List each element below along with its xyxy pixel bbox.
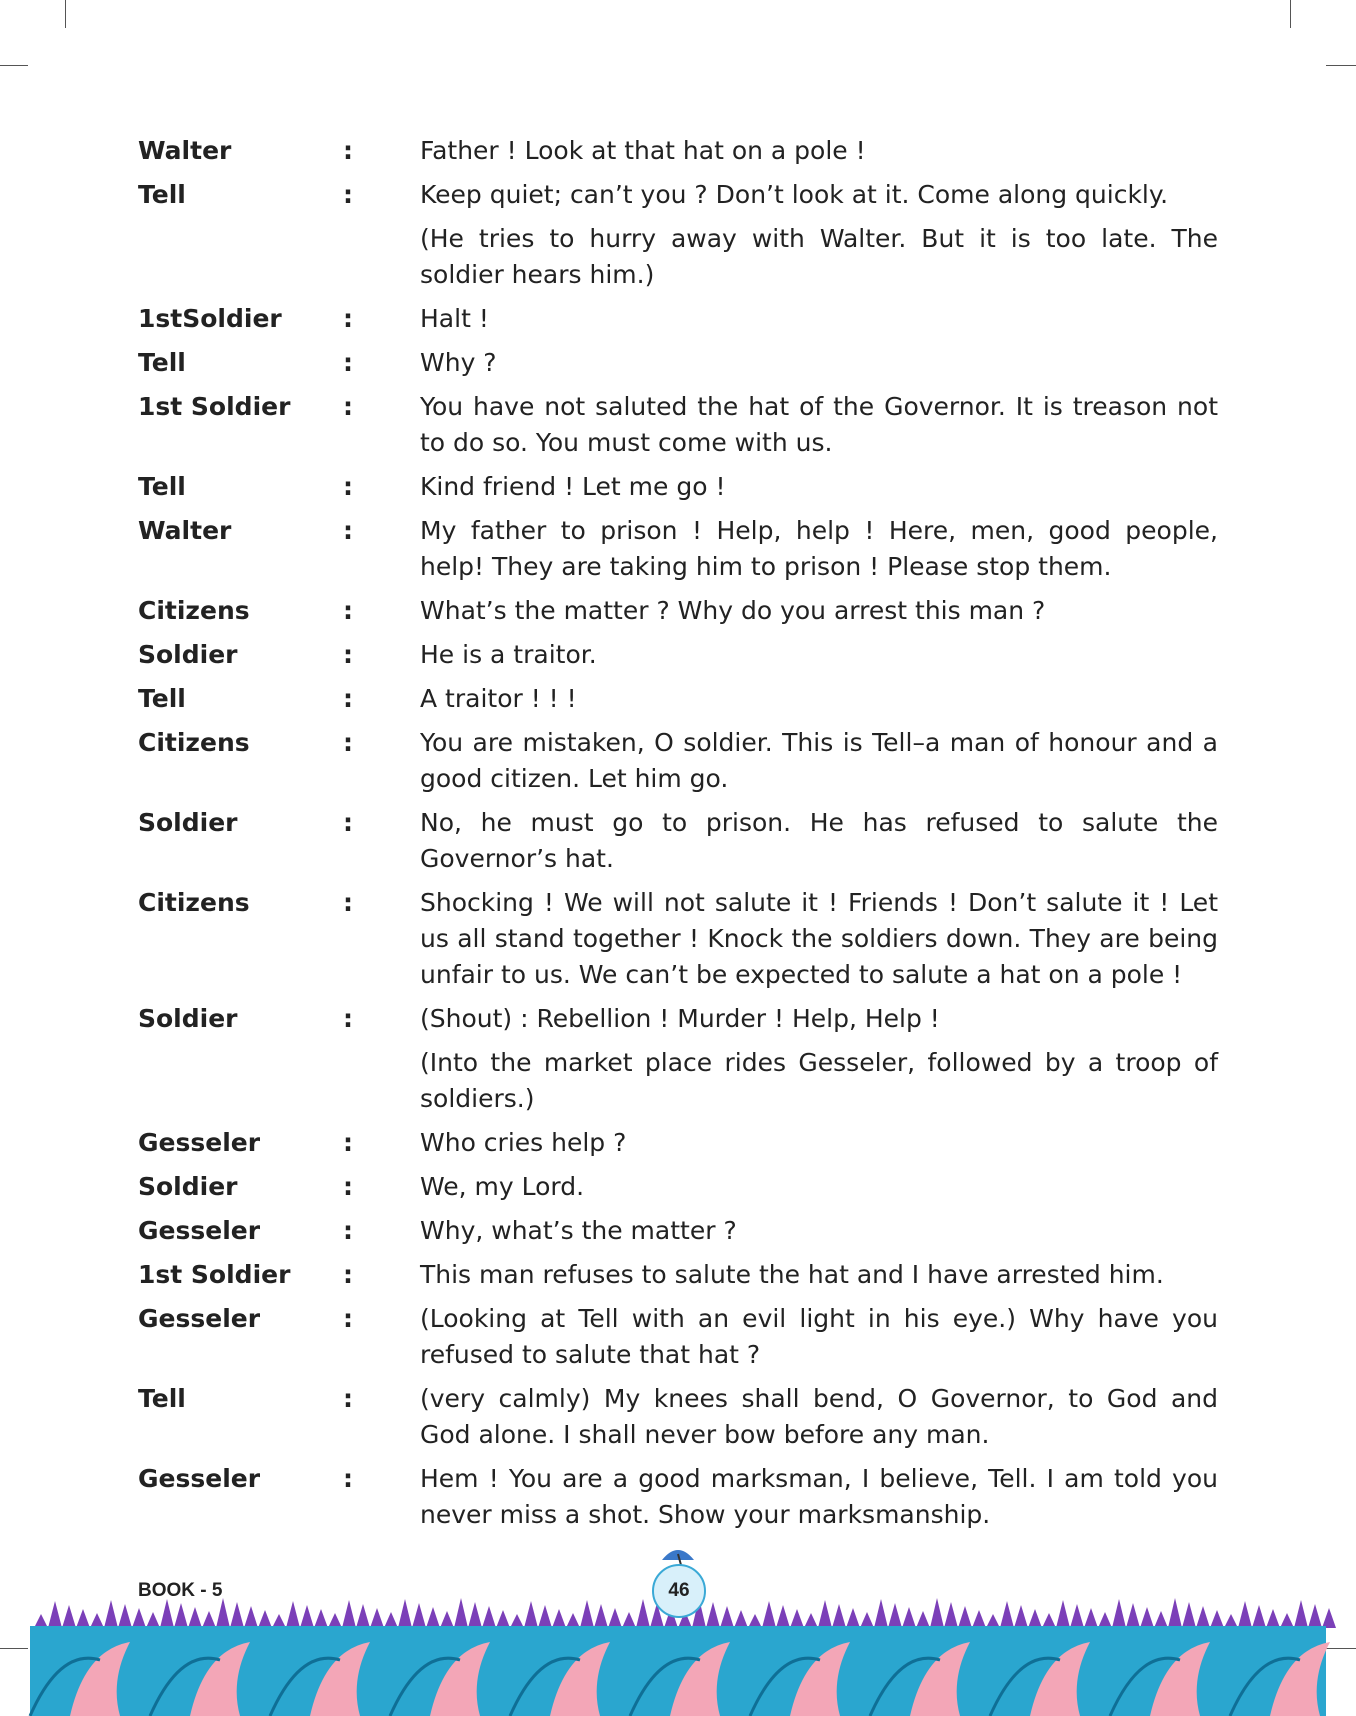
dialogue-text: Keep quiet; can’t you ? Don’t look at it. Come along quickly.	[420, 180, 1169, 209]
dialogue-text: (Looking at Tell with an evil light in his eye.) Why have you refused to salute that hat ?	[420, 1304, 1218, 1369]
dialogue-text: He is a traitor.	[420, 640, 597, 669]
tree-shape	[230, 1602, 244, 1628]
speaker-name: 1st Soldier	[138, 392, 291, 421]
speaker-name: Tell	[138, 472, 186, 501]
dialogue-row	[138, 389, 1218, 461]
tree-shape	[258, 1610, 272, 1628]
tree-shape	[706, 1602, 720, 1628]
tree-shape	[1182, 1602, 1196, 1628]
tree-shape	[174, 1603, 188, 1628]
dialogue-text: Halt !	[420, 304, 489, 333]
tree-shape	[272, 1614, 286, 1628]
tree-shape	[552, 1609, 566, 1628]
tree-shape	[818, 1600, 832, 1628]
tree-shape	[776, 1605, 790, 1628]
tree-shape	[104, 1600, 118, 1628]
tree-shape	[1140, 1607, 1154, 1628]
tree-shape	[1280, 1613, 1294, 1628]
dialogue-row	[138, 513, 1218, 585]
speaker-name: Soldier	[138, 640, 238, 669]
dialogue-row	[138, 637, 1218, 673]
dialogue-row	[138, 1125, 1218, 1161]
speaker-colon: :	[343, 1216, 353, 1245]
dialogue-text: Why ?	[420, 348, 497, 377]
speaker-colon: :	[343, 1260, 353, 1289]
dialogue-text: You are mistaken, O soldier. This is Tell–a man of honour and a good citizen. Let him go.	[420, 728, 1218, 793]
tree-shape	[790, 1609, 804, 1628]
tree-shape	[1126, 1603, 1140, 1628]
tree-shape	[76, 1609, 90, 1628]
speaker-name: Soldier	[138, 808, 238, 837]
tree-shape	[188, 1607, 202, 1628]
tree-shape	[986, 1614, 1000, 1628]
tree-shape	[34, 1614, 48, 1628]
tree-shape	[482, 1606, 496, 1628]
speaker-colon: :	[343, 1304, 353, 1333]
tree-shape	[1084, 1608, 1098, 1628]
speaker-name: Citizens	[138, 888, 250, 917]
page-number-badge: 46	[652, 1564, 706, 1618]
dialogue-text: Father ! Look at that hat on a pole !	[420, 136, 866, 165]
tree-shape	[1000, 1601, 1014, 1628]
tree-shape	[1196, 1606, 1210, 1628]
dialogue-row	[138, 301, 1218, 337]
stage-direction-row	[138, 1045, 1218, 1117]
tree-shape	[468, 1602, 482, 1628]
dialogue-text: Hem ! You are a good marksman, I believe, Tell. I am told you never miss a shot. Show your marksmanship.	[420, 1464, 1218, 1529]
dialogue-row	[138, 1301, 1218, 1373]
speaker-colon: :	[343, 516, 353, 545]
tree-shape	[566, 1613, 580, 1628]
speaker-colon: :	[343, 728, 353, 757]
tree-shape	[608, 1608, 622, 1628]
speaker-colon: :	[343, 304, 353, 333]
speaker-colon: :	[343, 472, 353, 501]
tree-shape	[846, 1608, 860, 1628]
dialogue-row	[138, 1001, 1218, 1037]
speaker-colon: :	[343, 1172, 353, 1201]
tree-shape	[860, 1612, 874, 1628]
tree-shape	[216, 1598, 230, 1628]
footer-landscape-illustration	[0, 1530, 1356, 1716]
tree-shape	[1112, 1599, 1126, 1628]
speaker-colon: :	[343, 1004, 353, 1033]
tree-shape	[454, 1598, 468, 1628]
tree-shape	[370, 1608, 384, 1628]
tree-shape	[1308, 1604, 1322, 1628]
tree-shape	[888, 1603, 902, 1628]
tree-shape	[1252, 1605, 1266, 1628]
speaker-name: Tell	[138, 180, 186, 209]
tree-shape	[1070, 1604, 1084, 1628]
tree-shape	[1028, 1609, 1042, 1628]
crop-mark-top-left-horizontal	[0, 65, 28, 66]
speaker-name: Tell	[138, 684, 186, 713]
speaker-colon: :	[343, 392, 353, 421]
crop-mark-top-right-horizontal	[1326, 65, 1356, 66]
dialogue-row	[138, 885, 1218, 993]
dialogue-text: Who cries help ?	[420, 1128, 627, 1157]
tree-shape	[636, 1599, 650, 1628]
speaker-name: Soldier	[138, 1004, 238, 1033]
stage-direction-text: (Into the market place rides Gesseler, followed by a troop of soldiers.)	[420, 1048, 1218, 1113]
tree-shape	[48, 1601, 62, 1628]
dialogue-text: You have not saluted the hat of the Governor. It is treason not to do so. You must come with us.	[420, 392, 1218, 457]
tree-shape	[538, 1605, 552, 1628]
tree-shape	[244, 1606, 258, 1628]
speaker-name: Gesseler	[138, 1128, 261, 1157]
dialogue-row	[138, 1257, 1218, 1293]
tree-shape	[622, 1612, 636, 1628]
dialogue-row	[138, 1381, 1218, 1453]
tree-shape	[902, 1607, 916, 1628]
speaker-name: Tell	[138, 348, 186, 377]
tree-shape	[412, 1603, 426, 1628]
book-label: BOOK - 5	[138, 1580, 223, 1601]
tree-shape	[1056, 1600, 1070, 1628]
speaker-colon: :	[343, 808, 353, 837]
tree-shape	[314, 1609, 328, 1628]
tree-shape	[1210, 1610, 1224, 1628]
speaker-name: Tell	[138, 1384, 186, 1413]
tree-shape	[958, 1606, 972, 1628]
tree-shape	[90, 1613, 104, 1628]
tree-shape	[734, 1610, 748, 1628]
speaker-colon: :	[343, 888, 353, 917]
dialogue-text: Why, what’s the matter ?	[420, 1216, 737, 1245]
tree-shape	[762, 1601, 776, 1628]
dialogue-text: A traitor ! ! !	[420, 684, 577, 713]
dialogue-list	[138, 133, 1218, 1541]
tree-shape	[426, 1607, 440, 1628]
tree-shape	[720, 1606, 734, 1628]
tree-shape	[916, 1611, 930, 1628]
tree-shape	[580, 1600, 594, 1628]
tree-shape	[286, 1601, 300, 1628]
tree-shape	[300, 1605, 314, 1628]
dialogue-text: Shocking ! We will not salute it ! Friends ! Don’t salute it ! Let us all stand together ! Knock the soldiers down. They are being unfair to us. We can’t be expected to salute a hat on a pole !	[420, 888, 1218, 989]
dialogue-text: What’s the matter ? Why do you arrest this man ?	[420, 596, 1046, 625]
dialogue-text: Kind friend ! Let me go !	[420, 472, 726, 501]
speaker-colon: :	[343, 1464, 353, 1493]
speaker-colon: :	[343, 180, 353, 209]
tree-shape	[524, 1601, 538, 1628]
dialogue-row	[138, 1213, 1218, 1249]
speaker-colon: :	[343, 684, 353, 713]
dialogue-row	[138, 681, 1218, 717]
dialogue-text: This man refuses to salute the hat and I have arrested him.	[420, 1260, 1164, 1289]
dialogue-row	[138, 1461, 1218, 1533]
tree-shape	[972, 1610, 986, 1628]
tree-shape	[328, 1613, 342, 1628]
crop-mark-top-left-vertical	[65, 0, 66, 28]
tree-shape	[1098, 1612, 1112, 1628]
tree-shape	[384, 1612, 398, 1628]
dialogue-row	[138, 177, 1218, 213]
tree-shape	[132, 1608, 146, 1628]
dialogue-row	[138, 469, 1218, 505]
tree-shape	[748, 1614, 762, 1628]
speaker-colon: :	[343, 348, 353, 377]
tree-shape	[1014, 1605, 1028, 1628]
tree-shape	[594, 1604, 608, 1628]
speaker-name: Soldier	[138, 1172, 238, 1201]
tree-shape	[1168, 1598, 1182, 1628]
tree-shape	[1322, 1608, 1336, 1628]
tree-shape	[874, 1599, 888, 1628]
speaker-name: Gesseler	[138, 1304, 261, 1333]
tree-shape	[804, 1613, 818, 1628]
dialogue-row	[138, 345, 1218, 381]
speaker-name: Gesseler	[138, 1216, 261, 1245]
tree-shape	[342, 1600, 356, 1628]
dialogue-text: (Shout) : Rebellion ! Murder ! Help, Help !	[420, 1004, 940, 1033]
tree-shape	[62, 1605, 76, 1628]
speaker-colon: :	[343, 1128, 353, 1157]
dialogue-row	[138, 593, 1218, 629]
tree-shape	[398, 1599, 412, 1628]
speaker-name: Walter	[138, 516, 232, 545]
tree-shape	[496, 1610, 510, 1628]
tree-shape	[146, 1612, 160, 1628]
tree-shape	[1224, 1614, 1238, 1628]
tree-shape	[1294, 1600, 1308, 1628]
dialogue-row	[138, 805, 1218, 877]
speaker-colon: :	[343, 1384, 353, 1413]
speaker-name: Walter	[138, 136, 232, 165]
tree-shape	[160, 1599, 174, 1628]
tree-shape	[930, 1598, 944, 1628]
tree-shape	[356, 1604, 370, 1628]
tree-shape	[1238, 1601, 1252, 1628]
tree-shape	[440, 1611, 454, 1628]
dialogue-row	[138, 133, 1218, 169]
tree-shape	[1154, 1611, 1168, 1628]
dialogue-row	[138, 1169, 1218, 1205]
dialogue-text: We, my Lord.	[420, 1172, 585, 1201]
speaker-colon: :	[343, 596, 353, 625]
tree-shape	[944, 1602, 958, 1628]
speaker-colon: :	[343, 640, 353, 669]
dialogue-text: (very calmly) My knees shall bend, O Governor, to God and God alone. I shall never bow before any man.	[420, 1384, 1218, 1449]
speaker-name: Citizens	[138, 596, 250, 625]
speaker-name: Citizens	[138, 728, 250, 757]
tree-shape	[1266, 1609, 1280, 1628]
tree-shape	[202, 1611, 216, 1628]
stage-direction-text: (He tries to hurry away with Walter. But it is too late. The soldier hears him.)	[420, 224, 1218, 289]
tree-shape	[1042, 1613, 1056, 1628]
speaker-name: Gesseler	[138, 1464, 261, 1493]
tree-shape	[832, 1604, 846, 1628]
speaker-name: 1st Soldier	[138, 1260, 291, 1289]
dialogue-text: No, he must go to prison. He has refused to salute the Governor’s hat.	[420, 808, 1218, 873]
tree-shape	[510, 1614, 524, 1628]
speaker-name: 1stSoldier	[138, 304, 282, 333]
speaker-colon: :	[343, 136, 353, 165]
stage-direction-row	[138, 221, 1218, 293]
dialogue-row	[138, 725, 1218, 797]
dialogue-text: My father to prison ! Help, help ! Here, men, good people, help! They are taking him to prison ! Please stop them.	[420, 516, 1218, 581]
tree-shape	[118, 1604, 132, 1628]
crop-mark-top-right-vertical	[1290, 0, 1291, 28]
